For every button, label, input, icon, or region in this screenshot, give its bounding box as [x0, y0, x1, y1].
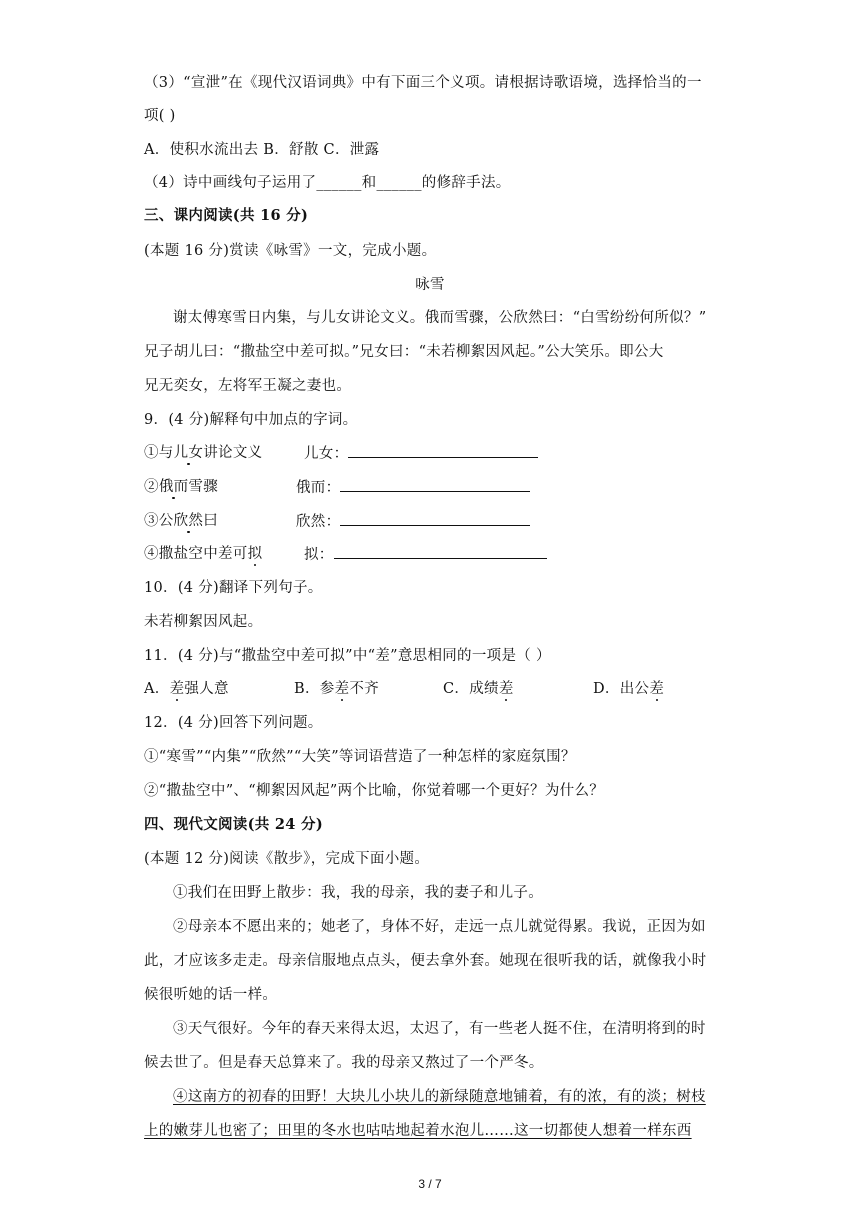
option-post: 强人意 — [184, 681, 229, 697]
q11-option-c — [443, 679, 514, 699]
section3-heading: 三、课内阅读(共 16 分) — [144, 207, 309, 224]
answer-blank[interactable] — [334, 544, 547, 559]
q4-line — [144, 173, 511, 193]
option-label: C． — [443, 681, 470, 697]
option-dotted: 差 — [169, 681, 185, 697]
answer-blank[interactable] — [348, 443, 538, 458]
answer-blank[interactable] — [340, 511, 530, 526]
q4-pre: （4）诗中画线句子运用了 — [144, 175, 317, 191]
paragraph-2-line-2: 此，才应该多走走。母亲信服地点点头，便去拿外套。她现在很听我的话，就像我小时 — [144, 953, 707, 969]
q3-line2: 项( ) — [144, 108, 176, 124]
option-dotted: 差 — [498, 681, 514, 697]
option-label: D． — [593, 681, 620, 697]
q9-item-2-post: 雪骤 — [188, 479, 219, 495]
q9-item-2 — [144, 477, 218, 497]
q9-item-1-dotted: 儿女 — [173, 445, 204, 461]
q9-item-4-pre: ④撒盐空中差可 — [144, 546, 248, 562]
q9-item-2-word: 俄而： — [296, 480, 341, 496]
section3-intro: (本题 16 分)赏读《咏雪》一文，完成小题。 — [144, 243, 437, 259]
q9-item-2-pre: ② — [144, 479, 159, 495]
q9-item-3-post: 曰 — [203, 513, 219, 529]
q9-item-1-word: 儿女： — [304, 446, 349, 462]
q11-stem: 11．(4 分)与“撒盐空中差可拟”中“差”意思相同的一项是（ ） — [144, 648, 551, 664]
section4-intro: (本题 12 分)阅读《散步》，完成下面小题。 — [144, 851, 430, 867]
q9-item-3-answer — [296, 511, 530, 532]
option-post: 不齐 — [349, 681, 379, 697]
option-pre: 参 — [319, 681, 335, 697]
page-number: 3 / 7 — [418, 1177, 442, 1191]
q9-stem: 9．(4 分)解释句中加点的字词。 — [144, 412, 358, 428]
passage-title: 咏雪 — [415, 277, 445, 293]
passage-line-1: 谢太傅寒雪日内集，与儿女讲论文义。俄而雪骤，公欣然曰：“白雪纷纷何所似？” — [173, 310, 707, 326]
option-pre: 出公 — [619, 681, 650, 697]
passage-line-2: 兄子胡儿曰：“撒盐空中差可拟。”兄女曰：“未若柳絮因风起。”公大笑乐。即公大 — [144, 344, 664, 360]
q12-sub1: ①“寒雪”“内集”“欣然”“大笑”等词语营造了一种怎样的家庭氛围？ — [144, 749, 576, 765]
q9-item-1-post: 讲论文义 — [203, 445, 263, 461]
option-label: B． — [294, 681, 320, 697]
q12-stem: 12．(4 分)回答下列问题。 — [144, 715, 323, 731]
q9-item-2-answer — [296, 477, 530, 498]
paragraph-3-line-2: 候去世了。但是春天总算来了。我的母亲又熬过了一个严冬。 — [144, 1055, 544, 1071]
option-label: A． — [144, 681, 170, 697]
q12-sub2: ②“撒盐空中”、“柳絮因风起”两个比喻，你觉着哪一个更好？为什么？ — [144, 783, 605, 799]
q10-sentence: 未若柳絮因风起。 — [144, 614, 263, 630]
q9-item-3 — [144, 511, 218, 531]
q11-option-a — [144, 679, 229, 699]
paragraph-4-line-1: ④这南方的初春的田野！大块儿小块儿的新绿随意地铺着，有的浓，有的淡；树枝 — [173, 1089, 706, 1105]
q4-blank-1: ______ — [316, 175, 362, 191]
q9-item-3-pre: ③公 — [144, 513, 174, 529]
q9-item-4 — [144, 544, 262, 564]
passage-line-3: 兄无奕女，左将军王凝之妻也。 — [144, 378, 352, 394]
q9-item-1 — [144, 443, 262, 463]
q9-item-4-word: 拟： — [304, 547, 334, 563]
option-pre: 成绩 — [469, 681, 499, 697]
q3-line1: （3）“宣泄”在《现代汉语词典》中有下面三个义项。请根据诗歌语境，选择恰当的一 — [144, 75, 702, 91]
q4-mid: 和 — [361, 175, 377, 191]
q9-item-4-dotted: 拟 — [247, 546, 263, 562]
paragraph-1: ①我们在田野上散步：我，我的母亲，我的妻子和儿子。 — [173, 885, 543, 901]
paragraph-3-line-1: ③天气很好。今年的春天来得太迟，太迟了，有一些老人挺不住，在清明将到的时 — [173, 1021, 706, 1037]
paragraph-2-line-1: ②母亲本不愿出来的；她老了，身体不好，走远一点儿就觉得累。我说，正因为如 — [173, 919, 706, 935]
q3-options: A．使积水流出去 B．舒散 C．泄露 — [144, 142, 380, 158]
section4-heading: 四、现代文阅读(共 24 分) — [144, 816, 323, 833]
q9-item-2-dotted: 俄而 — [158, 479, 189, 495]
option-dotted: 差 — [649, 681, 665, 697]
q9-item-3-word: 欣然： — [296, 514, 341, 530]
q9-item-3-dotted: 欣然 — [173, 513, 204, 529]
q9-item-1-pre: ①与 — [144, 445, 174, 461]
option-dotted: 差 — [334, 681, 350, 697]
q4-post: 的修辞手法。 — [421, 175, 511, 191]
q9-item-4-answer — [304, 544, 547, 565]
q10-stem: 10．(4 分)翻译下列句子。 — [144, 580, 323, 596]
q11-option-b — [294, 679, 379, 699]
paragraph-4-line-2: 上的嫩芽儿也密了；田里的冬水也咕咕地起着水泡儿……这一切都使人想着一样东西 — [144, 1123, 692, 1139]
q9-item-1-answer — [304, 443, 538, 464]
paragraph-2-line-3: 候很听她的话一样。 — [144, 987, 278, 1003]
q4-blank-2: ______ — [376, 175, 422, 191]
answer-blank[interactable] — [340, 477, 530, 492]
q11-option-d — [593, 679, 664, 699]
